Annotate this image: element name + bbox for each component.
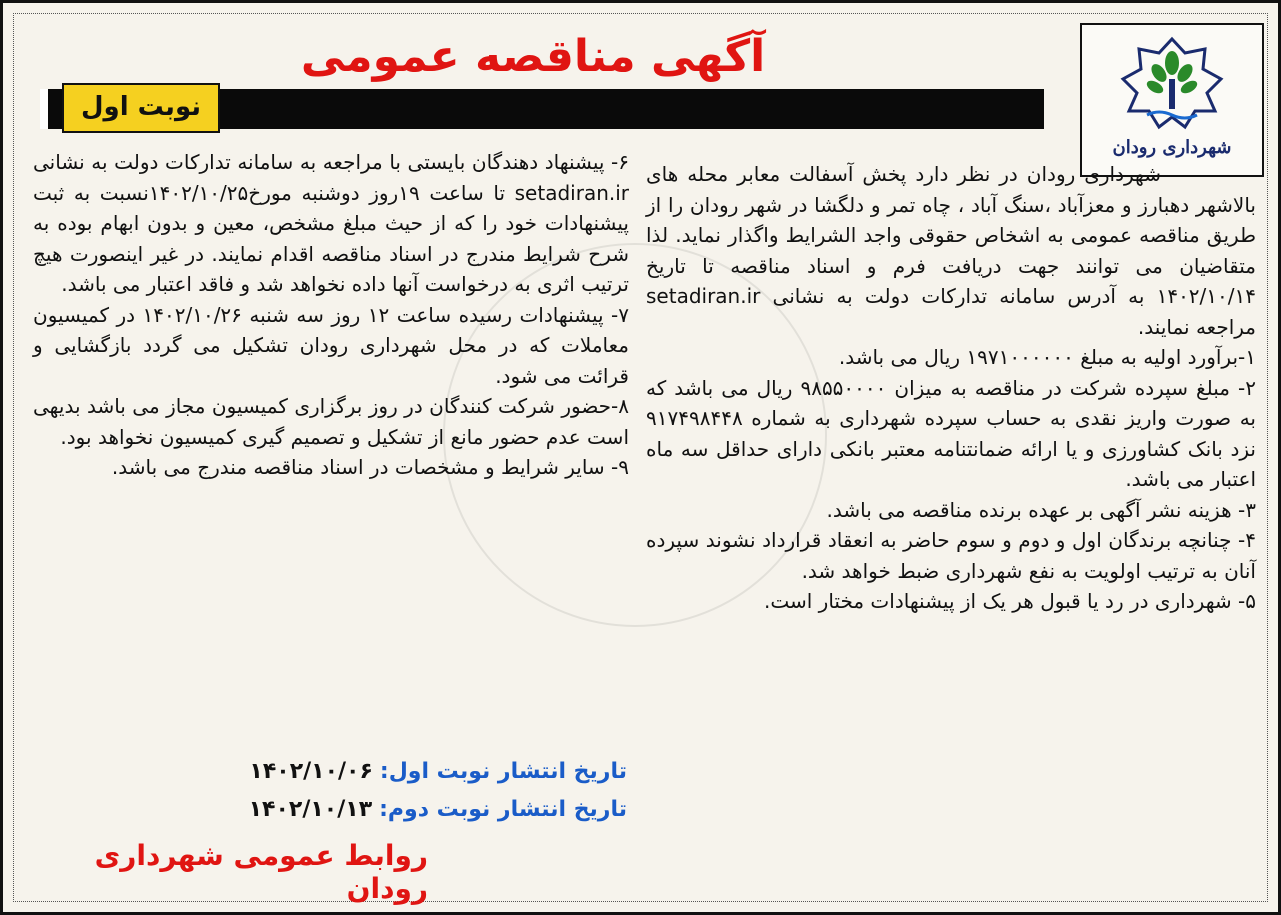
intro-paragraph: شهرداری رودان در نظر دارد پخش آسفالت معابر محله های بالاشهر دهبارز و معزآباد ،سنگ آباد ، چاه تمر و دلگشا در شهر رودان را از طریق مناقصه عمومی به اشخاص حقوقی واجد الشرایط واگذار نماید. لذا متقاضیان می توانند جهت دریافت فرم و اسناد مناقصه تا تاریخ ۱۴۰۲/۱۰/۱۴ به آدرس سامانه تدارکات دولت به نشانی setadiran.ir مراجعه نمایند. [646,162,1256,339]
left-column [33,147,629,483]
publication-date-second-value: ۱۴۰۲/۱۰/۱۳ [248,797,373,822]
clause-7: ۷- پیشنهادات رسیده ساعت ۱۲ روز سه شنبه ۱۴۰۲/۱۰/۲۶ در کمیسیون معاملات که در محل شهرداری رودان تشکیل می گردد بازگشایی و قرائت می شود. [33,302,629,388]
logo-text: شهرداری رودان [1112,137,1232,158]
clause-8: ۸-حضور شرکت کنندگان در روز برگزاری کمیسیون مجاز می باشد بدیهی است عدم حضور مانع از تشکیل و تصمیم گیری کمیسیون نخواهد بود. [33,394,629,449]
clause-4: ۴- چنانچه برندگان اول و دوم و سوم حاضر به انعقاد قرارداد نشوند سپرده آنان به ترتیب اولویت به نفع شهرداری ضبط خواهد شد. [646,528,1256,583]
clause-2: ۲- مبلغ سپرده شرکت در مناقصه به میزان ۹۸۵۵۰۰۰۰ ریال می باشد که به صورت واریز نقدی به حساب سپرده شهرداری به شماره ۹۱۷۴۹۸۴۴۸ نزد بانک کشاورزی و یا ارائه ضمانتنامه معتبر بانکی دارای حداقل سه ماه اعتبار می باشد. [646,375,1256,491]
notice-title: آگهی مناقصه عمومی [300,31,766,82]
clause-5: ۵- شهرداری در رد یا قبول هر یک از پیشنهادات مختار است. [764,589,1256,613]
clause-6: ۶- پیشنهاد دهندگان بایستی با مراجعه به سامانه تدارکات دولت به نشانی setadiran.ir تا ساعت ۱۹روز دوشنبه مورخ۱۴۰۲/۱۰/۲۵نسبت به ثبت پیشنهادات خود را که از حیث مبلغ مشخص، معین و بدون ابهام بوده به شرح شرایط مندرج در اسناد مناقصه اقدام نمایند. در غیر اینصورت هیچ ترتیب اثری به درخواست آنها داده نخواهد شد و فاقد اعتبار می باشد. [33,150,630,296]
publication-date-first [213,753,627,791]
signature-public-relations: روابط عمومی شهرداری رودان [94,839,428,905]
publication-date-second [213,791,627,829]
publication-round-badge: نوبت اول [62,83,220,133]
publication-dates [213,753,627,829]
publication-date-first-label: تاریخ انتشار نوبت اول: [379,759,627,784]
publication-date-second-label: تاریخ انتشار نوبت دوم: [379,797,627,822]
municipality-logo [1080,23,1264,177]
clause-1: ۱-برآورد اولیه به مبلغ ۱۹۷۱۰۰۰۰۰۰ ریال می باشد. [838,345,1256,369]
tree-emblem-icon [1107,31,1237,136]
right-column [646,159,1256,617]
clause-3: ۳- هزینه نشر آگهی بر عهده برنده مناقصه می باشد. [826,497,1256,522]
publication-date-first-value: ۱۴۰۲/۱۰/۰۶ [249,759,373,784]
clause-9: ۹- سایر شرایط و مشخصات در اسناد مناقصه مندرج می باشد. [111,455,629,479]
header-bar-divider [40,89,48,129]
